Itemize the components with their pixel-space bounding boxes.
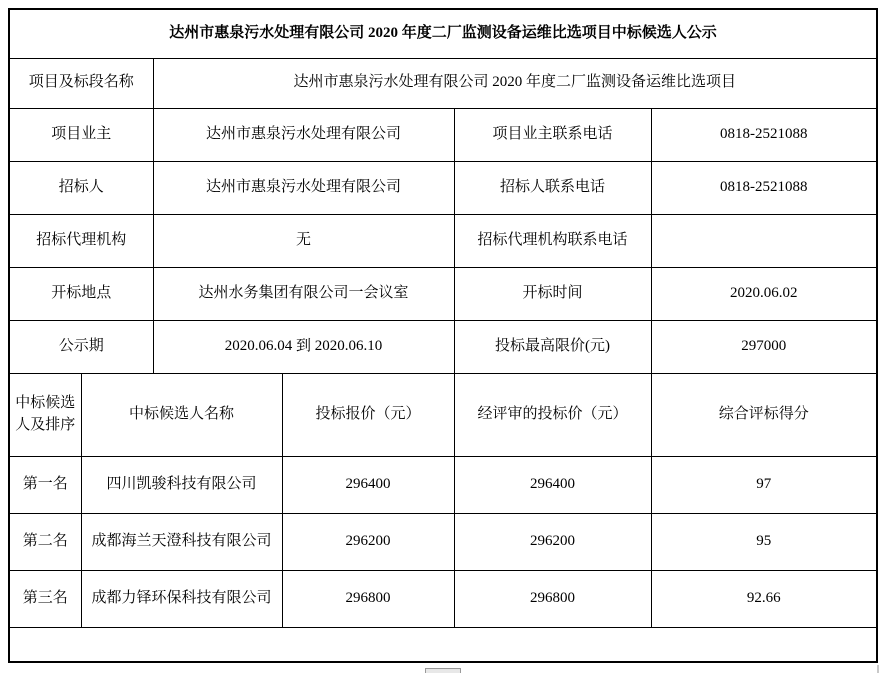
candidates-header-score: 综合评标得分	[651, 373, 877, 456]
candidate-2-evaluated: 296200	[454, 513, 651, 570]
candidate-2-rank: 第二名	[9, 513, 81, 570]
candidate-row-3	[9, 570, 877, 627]
tenderer-value: 达州市惠泉污水处理有限公司	[153, 161, 454, 214]
candidate-3-score: 92.66	[651, 570, 877, 627]
title-row	[9, 9, 877, 58]
project-row	[9, 58, 877, 108]
candidate-1-evaluated: 296400	[454, 456, 651, 513]
empty-bottom-row	[9, 627, 877, 662]
candidate-2-bid: 296200	[282, 513, 454, 570]
max-price-value: 297000	[651, 320, 877, 373]
candidate-3-name: 成都力铎环保科技有限公司	[81, 570, 282, 627]
candidate-3-rank: 第三名	[9, 570, 81, 627]
opening-time-label: 开标时间	[454, 267, 651, 320]
project-name-label: 项目及标段名称	[9, 58, 153, 108]
candidate-3-bid: 296800	[282, 570, 454, 627]
opening-place-value: 达州水务集团有限公司一会议室	[153, 267, 454, 320]
owner-phone-label: 项目业主联系电话	[454, 108, 651, 161]
candidate-row-1	[9, 456, 877, 513]
candidate-2-name: 成都海兰天澄科技有限公司	[81, 513, 282, 570]
table-resize-handle[interactable]	[425, 668, 461, 673]
empty-bottom-cell	[9, 627, 877, 662]
opening-row	[9, 267, 877, 320]
candidate-2-score: 95	[651, 513, 877, 570]
candidate-row-2	[9, 513, 877, 570]
owner-label: 项目业主	[9, 108, 153, 161]
publicity-row	[9, 320, 877, 373]
tenderer-label: 招标人	[9, 161, 153, 214]
agency-phone-value	[651, 214, 877, 267]
tenderer-phone-value: 0818-2521088	[651, 161, 877, 214]
opening-time-value: 2020.06.02	[651, 267, 877, 320]
candidate-1-score: 97	[651, 456, 877, 513]
project-name-value: 达州市惠泉污水处理有限公司 2020 年度二厂监测设备运维比选项目	[153, 58, 877, 108]
owner-row	[9, 108, 877, 161]
candidates-header-name: 中标候选人名称	[81, 373, 282, 456]
page-title: 达州市惠泉污水处理有限公司 2020 年度二厂监测设备运维比选项目中标候选人公示	[9, 9, 877, 58]
candidates-header-rank: 中标候选人及排序	[9, 373, 81, 456]
agency-value: 无	[153, 214, 454, 267]
tenderer-row	[9, 161, 877, 214]
opening-place-label: 开标地点	[9, 267, 153, 320]
bid-announcement-table	[8, 8, 878, 663]
publicity-period-label: 公示期	[9, 320, 153, 373]
agency-row	[9, 214, 877, 267]
candidate-3-evaluated: 296800	[454, 570, 651, 627]
candidate-1-name: 四川凯骏科技有限公司	[81, 456, 282, 513]
agency-label: 招标代理机构	[9, 214, 153, 267]
candidates-header-bid: 投标报价（元）	[282, 373, 454, 456]
candidate-1-bid: 296400	[282, 456, 454, 513]
owner-phone-value: 0818-2521088	[651, 108, 877, 161]
max-price-label: 投标最高限价(元)	[454, 320, 651, 373]
candidates-header-row	[9, 373, 877, 456]
agency-phone-label: 招标代理机构联系电话	[454, 214, 651, 267]
tenderer-phone-label: 招标人联系电话	[454, 161, 651, 214]
owner-value: 达州市惠泉污水处理有限公司	[153, 108, 454, 161]
publicity-period-value: 2020.06.04 到 2020.06.10	[153, 320, 454, 373]
candidate-1-rank: 第一名	[9, 456, 81, 513]
candidates-header-evaluated: 经评审的投标价（元）	[454, 373, 651, 456]
scrollbar-fragment	[877, 665, 879, 673]
